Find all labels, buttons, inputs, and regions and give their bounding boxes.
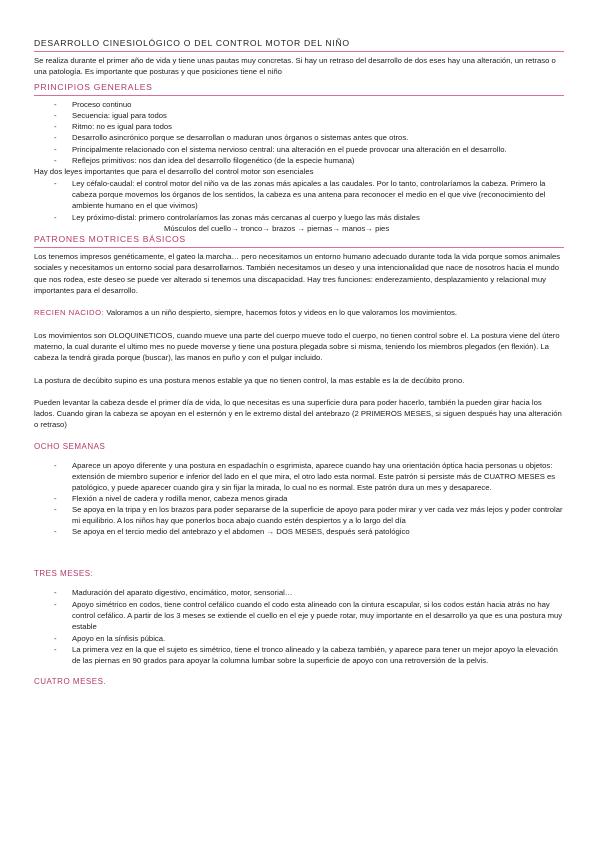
tres-meses-heading: TRES MESES: bbox=[34, 569, 94, 579]
recien-nacido-heading: RECIEN NACIDO: bbox=[34, 308, 105, 318]
list-item: - Se apoya en el tercio medio del antebrazo y el abdomen → DOS MESES, después será patológico bbox=[34, 526, 564, 537]
list-item: - Apoyo simétrico en codos, tiene control cefálico cuando el codo esta alineado con la cintura escapular, si los codos están hacia atrás no hay control cefálico. A partir de los 3 meses se extiende el cuello en el eje y puede rotar, muy importante en el desarrollo ya que es una postura muy estable bbox=[34, 599, 564, 633]
principios-heading: PRINCIPIOS GENERALES bbox=[34, 82, 564, 96]
principios-list bbox=[34, 99, 564, 167]
list-item: - Flexión a nivel de cadera y rodilla menor, cabeza menos girada bbox=[34, 493, 564, 504]
leyes-list bbox=[34, 178, 564, 223]
recien-nacido-text: Valoramos a un niño despierto, siempre, hacemos fotos y videos en lo que valoramos los movimientos. bbox=[106, 308, 458, 318]
recien-nacido-p1: Los movimientos son OLOQUINETICOS, cuando mueve una parte del cuerpo mueve todo el cuerpo, no tienen control sobre el. La postura viene del útero materno, la cual durante el ultimo mes no puede moverse y tiene una postura plegada sobre si misma, teniendo los miembros plegados (en flexión). La cabeza la tendrá girada porque (buscar), las manos en puño y con el pulgar incluido. bbox=[34, 330, 560, 363]
list-item: - Aparece un apoyo diferente y una postura en espadachín o esgrimista, aparece cuando hay una orientación óptica hacia personas u objetos: extensión de miembro superior e inferior del lado en el que mira, el otro lado esta normal. Este patrón si persiste más de CUATRO MESES es patológico, y puede aparecer cuando gira y sin fijar la mirada, lo cual no es normal. Este patrón dura un mes y desaparece. bbox=[34, 460, 564, 493]
document-page bbox=[34, 38, 564, 686]
intro-paragraph: Se realiza durante el primer año de vida y tiene unas pautas muy concretas. Si hay un retraso del desarrollo de dos eses hay una alteración, un retraso o una patología. Es importante que posturas y que posiciones tiene el niño bbox=[34, 56, 556, 77]
patrones-heading: PATRONES MOTRICES BÁSICOS bbox=[34, 234, 564, 248]
list-item: - Maduración del aparato digestivo, encimático, motor, sensorial… bbox=[34, 587, 564, 598]
ocho-semanas-list bbox=[34, 460, 564, 538]
list-item: - Ley céfalo-caudal: el control motor del niño va de las zonas más apicales a las caudales. Por lo tanto, controlaríamos la cabeza. Primero la cabeza porque movemos los órganos de los sentidos, la cabeza es una antena para reconocer el medio en el que vive (reconocimiento del ambiente humano en el que vivimos) bbox=[34, 178, 564, 212]
list-item: - Apoyo en la sínfisis púbica. bbox=[34, 633, 564, 644]
recien-nacido-p3: Pueden levantar la cabeza desde el primer día de vida, lo que necesitas es una superficie dura para poder hacerlo, también la pueden girar hacia los lados. Cuando giran la cabeza se apoyan en el esternón y en le extremo distal del antebrazo (2 PRIMEROS MESES, si siguen después hay una alteración o retraso) bbox=[34, 397, 562, 430]
recien-nacido-paragraph bbox=[34, 307, 564, 318]
list-item: - Ley próximo-distal: primero controlaríamos las zonas más cercanas al cuerpo y luego las más distales bbox=[34, 212, 564, 223]
list-item: - La primera vez en la que el sujeto es simétrico, tiene el tronco alineado y la cabeza también, y aparece para tener un mejor apoyo la elevación de las piernas en 90 grados para apoyar la columna lumbar sobre la superficie de apoyo con una retroversión de la pelvis. bbox=[34, 644, 564, 667]
list-item: - Principalmente relacionado con el sistema nervioso central: una alteración en el puede provocar una alteración en el desarrollo. bbox=[34, 144, 564, 155]
recien-nacido-p2: La postura de decúbito supino es una postura menos estable ya que no tienen control, la mas estable es la de decúbito prono. bbox=[34, 375, 465, 385]
list-item: - Desarrollo asincrónico porque se desarrollan o maduran unos órganos o sistemas antes que otros. bbox=[34, 132, 564, 143]
ocho-semanas-heading: OCHO SEMANAS bbox=[34, 441, 106, 451]
leyes-sequence: Músculos del cuello→ tronco→ brazos → piernas→ manos→ pies bbox=[164, 223, 390, 233]
tres-meses-list bbox=[34, 587, 564, 666]
cuatro-meses-heading: CUATRO MESES. bbox=[34, 677, 107, 687]
list-item: - Se apoya en la tripa y en los brazos para poder separarse de la superficie de apoyo para poder mirar y ver cada vez más lejos y poder controlar mi equilibrio. A los niños hay que ponerlos boca abajo cuando estén despiertos y a lo largo del día bbox=[34, 504, 564, 526]
page-title: DESARROLLO CINESIOLÓGICO O DEL CONTROL MOTOR DEL NIÑO bbox=[34, 38, 564, 52]
patrones-paragraph: Los tenemos impresos genéticamente, el gateo la marcha… pero necesitamos un entorno humano adecuado durante toda la vida porque somos animales sociales y necesitamos un entorno social para desarrollarnos. También necesitamos un deseo y una intencionalidad que nace de nosotros hacia el mundo que nos rodea, este deseo se puede ver alterado si tenemos una discapacidad. Hay tres funciones: enderezamiento, desplazamiento y relacional muy importantes para el desarrollo. bbox=[34, 252, 561, 296]
list-item: - Secuencia: igual para todos bbox=[34, 110, 564, 121]
list-item: - Proceso continuo bbox=[34, 99, 564, 110]
list-item: - Ritmo: no es igual para todos bbox=[34, 121, 564, 132]
list-item: - Reflejos primitivos: nos dan idea del desarrollo filogenético (de la especie humana) bbox=[34, 155, 564, 166]
leyes-intro: Hay dos leyes importantes que para el desarrollo del control motor son esenciales bbox=[34, 167, 314, 177]
